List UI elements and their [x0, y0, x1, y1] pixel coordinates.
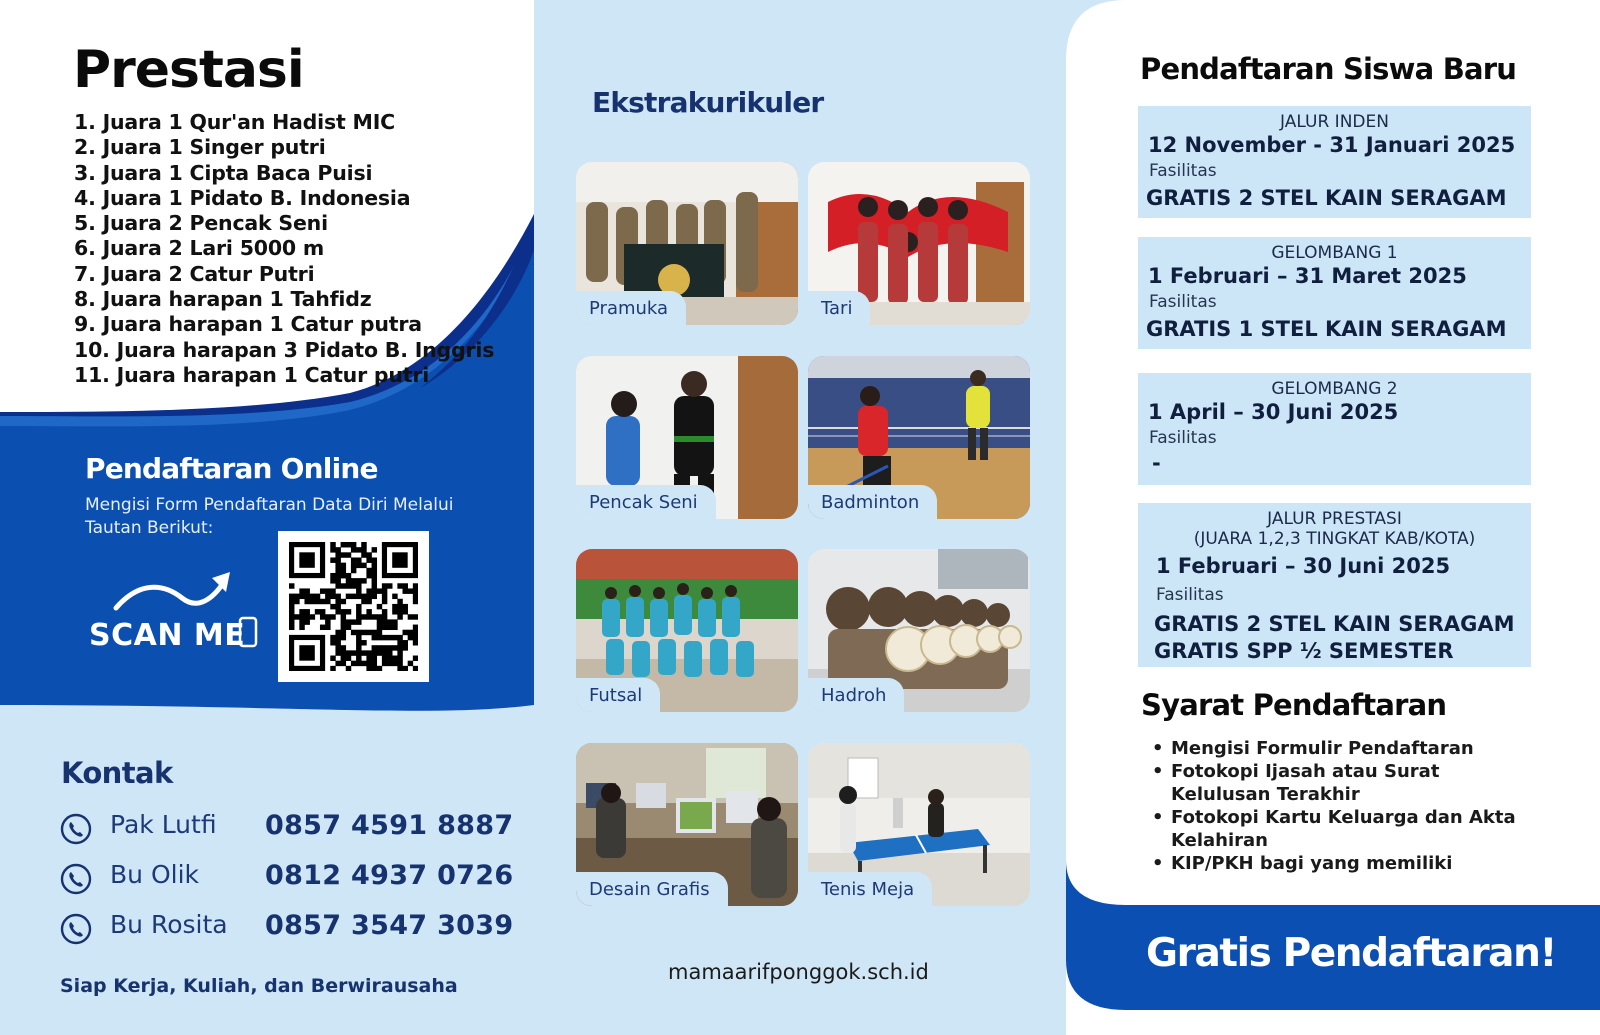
- achievement-list: [74, 110, 494, 388]
- box-subheading: (JUARA 1,2,3 TINGKAT KAB/KOTA): [1193, 529, 1476, 549]
- curved-arrow-icon: [112, 568, 237, 618]
- list-item: • Mengisi Formulir Pendaftaran: [1152, 737, 1532, 760]
- box-perk: GRATIS 1 STEL KAIN SERAGAM: [1146, 317, 1507, 341]
- caption: Tenis Meja: [808, 872, 932, 906]
- tagline: Siap Kerja, Kuliah, dan Berwirausaha: [60, 975, 458, 997]
- registration-box-inden: [1138, 106, 1531, 218]
- list-item: 10. Juara harapan 3 Pidato B. Inggris: [74, 337, 495, 362]
- list-item: • Fotokopi Ijasah atau Surat Kelulusan Terakhir: [1152, 760, 1532, 806]
- photo-hadroh: [808, 549, 1030, 712]
- box-heading: JALUR PRESTASI: [1267, 509, 1402, 529]
- caption: Badminton: [808, 485, 937, 519]
- left-panel: [0, 0, 534, 1035]
- box-heading: GELOMBANG 2: [1271, 379, 1398, 399]
- photo-pramuka: [576, 162, 798, 325]
- list-item: 1. Juara 1 Qur'an Hadist MIC: [74, 110, 395, 134]
- qr-code-icon: [289, 542, 418, 671]
- requirements-title: Syarat Pendaftaran: [1141, 688, 1447, 722]
- list-item: • Fotokopi Kartu Keluarga dan Akta Kelahiran: [1152, 806, 1532, 852]
- list-item: 4. Juara 1 Pidato B. Indonesia: [74, 185, 411, 210]
- phone-icon: [238, 616, 258, 648]
- box-facility-label: Fasilitas: [1156, 585, 1224, 605]
- list-item: 8. Juara harapan 1 Tahfidz: [74, 287, 372, 312]
- qr-code[interactable]: [278, 531, 429, 682]
- contact-phone[interactable]: 0857 3547 3039: [265, 910, 514, 941]
- box-heading: GELOMBANG 1: [1271, 243, 1398, 263]
- photo-desain-grafis: [576, 743, 798, 906]
- registration-box-gelombang-1: [1138, 237, 1531, 349]
- caption: Pramuka: [576, 291, 686, 325]
- box-perk: GRATIS 2 STEL KAIN SERAGAM: [1146, 186, 1507, 210]
- photo-pencak-seni: [576, 356, 798, 519]
- registration-box-prestasi: [1138, 503, 1531, 667]
- online-description: Mengisi Form Pendaftaran Data Diri Melalui Tautan Berikut:: [85, 495, 454, 538]
- contact-phone[interactable]: 0857 4591 8887: [265, 810, 514, 841]
- website-link[interactable]: mamaarifponggok.sch.id: [668, 960, 929, 984]
- box-date: 12 November - 31 Januari 2025: [1148, 133, 1516, 157]
- registration-box-gelombang-2: [1138, 373, 1531, 485]
- list-item: 3. Juara 1 Cipta Baca Puisi: [74, 160, 373, 185]
- box-perk: GRATIS 2 STEL KAIN SERAGAM: [1154, 612, 1515, 636]
- list-item: 11. Juara harapan 1 Catur putri: [74, 362, 430, 387]
- list-item: 6. Juara 2 Lari 5000 m: [74, 236, 325, 261]
- photo-tari: [808, 162, 1030, 325]
- box-date: 1 Februari – 31 Maret 2025: [1148, 264, 1467, 288]
- caption: Hadroh: [808, 678, 904, 712]
- contact-title: Kontak: [61, 756, 173, 790]
- free-registration-banner: Gratis Pendaftaran!: [1146, 931, 1556, 976]
- box-perk: -: [1152, 451, 1161, 475]
- caption: Tari: [808, 291, 870, 325]
- box-facility-label: Fasilitas: [1149, 428, 1217, 448]
- contact-name: Bu Olik: [110, 860, 199, 889]
- box-facility-label: Fasilitas: [1149, 292, 1217, 312]
- scan-me-label: SCAN ME: [89, 618, 246, 653]
- list-item: 9. Juara harapan 1 Catur putra: [74, 312, 422, 337]
- ekstrakurikuler-title: Ekstrakurikuler: [592, 86, 824, 119]
- photo-futsal: [576, 549, 798, 712]
- registration-title: Pendaftaran Siswa Baru: [1140, 52, 1517, 86]
- photo-badminton: [808, 356, 1030, 519]
- contact-phone[interactable]: 0812 4937 0726: [265, 860, 514, 891]
- list-item: 2. Juara 1 Singer putri: [74, 135, 326, 160]
- phone-call-icon: [60, 863, 92, 895]
- prestasi-title: Prestasi: [73, 40, 304, 100]
- list-item: • KIP/PKH bagi yang memiliki: [1152, 852, 1532, 875]
- caption: Desain Grafis: [576, 872, 728, 906]
- list-item: 5. Juara 2 Pencak Seni: [74, 211, 328, 236]
- phone-call-icon: [60, 913, 92, 945]
- box-facility-label: Fasilitas: [1149, 161, 1217, 181]
- phone-call-icon: [60, 813, 92, 845]
- caption: Futsal: [576, 678, 660, 712]
- contact-name: Pak Lutfi: [110, 810, 217, 839]
- photo-tenis-meja: [808, 743, 1030, 906]
- contact-name: Bu Rosita: [110, 910, 228, 939]
- caption: Pencak Seni: [576, 485, 716, 519]
- box-perk: GRATIS SPP ½ SEMESTER: [1154, 639, 1454, 663]
- box-date: 1 April – 30 Juni 2025: [1148, 400, 1399, 424]
- box-heading: JALUR INDEN: [1280, 112, 1389, 132]
- box-date: 1 Februari – 30 Juni 2025: [1156, 554, 1451, 578]
- list-item: 7. Juara 2 Catur Putri: [74, 261, 315, 286]
- online-title: Pendaftaran Online: [85, 452, 378, 485]
